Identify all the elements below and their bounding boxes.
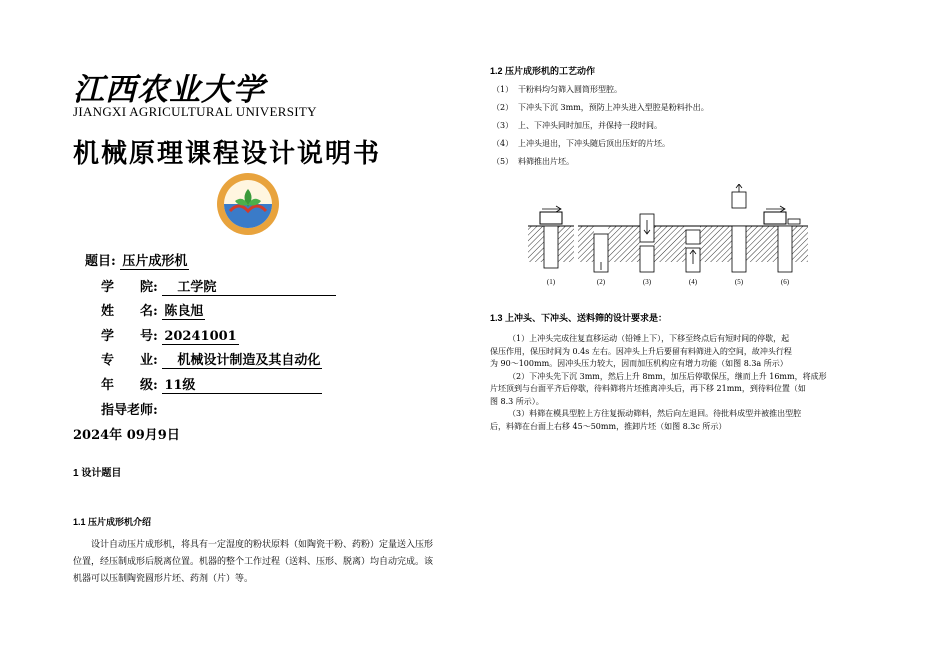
list-item: （2） 下冲头下沉 3mm，预防上冲头进入型腔是粉料扑出。 (492, 103, 709, 112)
stage-5 (716, 184, 762, 272)
figure-label: (5) (734, 278, 744, 286)
requirement-line: （2）下冲头先下沉 3mm，然后上升 8mm，加压后停歇保压，继而上升 16mm，将成形 (508, 371, 827, 381)
intro-line: 位置，经压制成形后脱离位置。机器的整个工作过程（送料、压形、脱离）均自动完成。该 (73, 557, 434, 567)
intro-line: 机器可以压制陶瓷圆形片坯、药剂（片）等。 (73, 574, 254, 584)
major-value: 机械设计制造及其自动化 (162, 349, 322, 369)
document-title: 机械原理课程设计说明书 (73, 139, 382, 169)
college-value: 工学院 (162, 276, 336, 296)
field-advisor: 指导老师: (101, 403, 158, 418)
topic-value: 压片成形机 (120, 250, 189, 270)
list-item: （3） 上、下冲头同时加压，并保持一段时间。 (492, 121, 662, 130)
section-1-3-heading: 1.3 上冲头、下冲头、送料筛的设计要求是： (490, 313, 668, 323)
requirement-line: 为 90～100mm。因冲头压力较大，因而加压机构应有增力功能（如图 8.3a 所示） (490, 359, 788, 368)
process-figure (528, 184, 810, 290)
section-1-2-heading: 1.2 压片成形机的工艺动作 (490, 66, 596, 76)
field-major: 专 业: 机械设计制造及其自动化 (101, 349, 322, 369)
field-college: 学 院: 工学院 (101, 276, 336, 296)
stage-4 (670, 226, 716, 272)
section-1-heading: 1 设计题目 (73, 468, 122, 479)
field-topic: 题目: 压片成形机 (85, 250, 189, 270)
grade-value: 11级 (162, 374, 322, 394)
stage-2 (578, 226, 624, 272)
requirement-line: 图 8.3 所示）。 (490, 396, 544, 406)
list-item: （4） 上冲头退出，下冲头随后顶出压好的片坯。 (492, 139, 670, 148)
student-id-value: 20241001 (164, 329, 237, 344)
requirement-line: 后，料筛在台面上右移 45～50mm，推卸片坯（如图 8.3c 所示） (490, 421, 727, 431)
name-value: 陈良旭 (162, 300, 205, 320)
intro-line: 设计自动压片成形机，将具有一定湿度的粉状原料（如陶瓷干粉、药粉）定量送入压形 (91, 540, 434, 550)
field-name: 姓 名: 陈良旭 (101, 300, 205, 320)
field-student-id: 学 号: 20241001 (101, 329, 237, 344)
stage-3 (624, 214, 670, 272)
figure-label: (1) (546, 278, 556, 286)
requirement-line: 片坯顶到与台面平齐后停歇，待料筛将片坯推离冲头后，再下移 21mm，到待料位置（如 (490, 384, 806, 393)
figure-label: (4) (688, 278, 698, 286)
university-name-en: JIANGXI AGRICULTURAL UNIVERSITY (73, 104, 317, 119)
list-item: （1） 干粉料均匀筛入圆筒形型腔。 (492, 85, 622, 94)
stage-1 (528, 206, 574, 268)
field-grade: 年 级: 11级 (101, 374, 322, 394)
requirement-line: （1）上冲头完成往复直移运动（铅锤上下），下移至终点后有短时间的停歇，起 (508, 334, 790, 343)
stage-6 (762, 206, 808, 272)
requirement-line: 保压作用，保压时间为 0.4s 左右。因冲头上升后要留有料筛进入的空间，故冲头行程 (490, 346, 792, 356)
requirement-line: （3）料筛在模具型腔上方往复振动筛料，然后向左退回。待批料成型并被推出型腔 (508, 409, 802, 418)
document-date: 2024年 09月9日 (73, 428, 180, 443)
figure-label: (3) (642, 278, 652, 286)
university-logo-icon (215, 171, 281, 237)
figure-label: (6) (780, 278, 790, 286)
requirements-paragraph (490, 333, 870, 433)
figure-label: (2) (596, 278, 606, 286)
intro-paragraph (73, 537, 463, 588)
list-item: （5） 料筛推出片坯。 (492, 157, 574, 166)
section-1-1-heading: 1.1 压片成形机介绍 (73, 517, 152, 527)
university-name-cn: 江西农业大学 (73, 72, 265, 108)
process-steps-list (492, 84, 892, 174)
